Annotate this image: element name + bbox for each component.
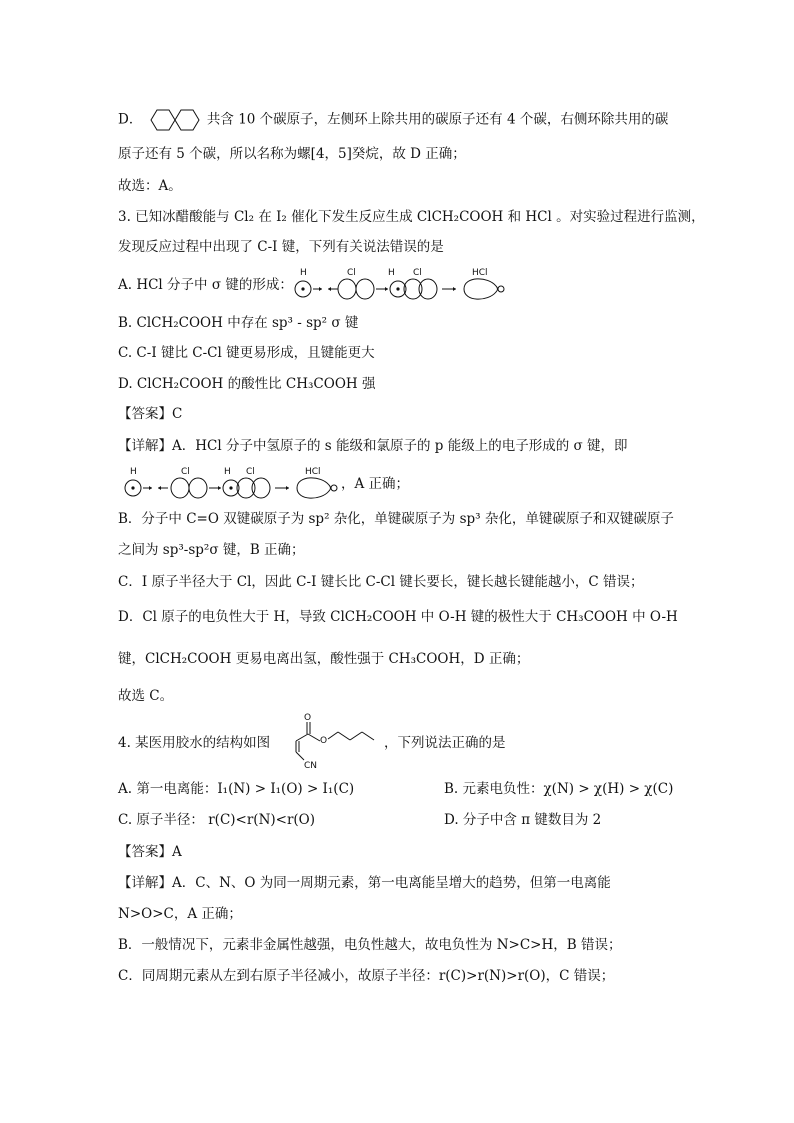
q4-option-c: C. 原子半径： r(C)<r(N)<r(O) [118, 812, 316, 828]
q2-choose: 故选：A。 [118, 178, 182, 194]
orbital-label-cl-2: Cl [181, 467, 190, 477]
q3-stem-line2: 发现反应过程中出现了 C-I 键，下列有关说法错误的是 [118, 239, 444, 255]
q3-detail-a-tail: ，A 正确； [341, 476, 410, 492]
q4-stem-pre: 4. 某医用胶水的结构如图 [118, 735, 271, 751]
q3-stem-line1: 3. 已知冰醋酸能与 Cl₂ 在 I₂ 催化下发生反应生成 ClCH₂COOH 和 HCl 。对实验过程进行监测， [118, 209, 705, 225]
q4-detail-b: B．一般情况下，元素非金属性越强，电负性越大，故电负性为 N>C>H，B 错误； [118, 937, 622, 953]
q4-detail-a2: N>O>C，A 正确； [118, 906, 242, 922]
orbital-diagram-detail [122, 465, 352, 499]
orbital-label-h: H [300, 268, 307, 278]
q3-detail-a: 【详解】A．HCl 分子中氢原子的 s 能级和氯原子的 p 能级上的电子形成的 σ 键，即 [118, 438, 628, 454]
orbital-label-hcl-2: HCl [305, 467, 321, 477]
struct-ester-o: O [320, 736, 328, 746]
orbital-label-cl2: Cl [413, 268, 422, 278]
q4-detail-a1: 【详解】A．C、N、O 为同一周期元素，第一电离能呈增大的趋势，但第一电离能 [118, 875, 611, 891]
q3-option-b: B. ClCH₂COOH 中存在 sp³ - sp² σ 键 [118, 315, 359, 331]
q4-detail-c: C．同周期元素从左到右原子半径减小，故原子半径：r(C)>r(N)>r(O)，C 错误； [118, 968, 615, 984]
orbital-label-hcl: HCl [472, 268, 488, 278]
medical-glue-structure [292, 710, 382, 770]
q3-detail-b1: B．分子中 C=O 双键碳原子为 sp² 杂化，单键碳原子为 sp³ 杂化，单键碳原子和双键碳原子 [118, 511, 674, 527]
q3-option-a [118, 276, 293, 294]
q4-option-a: A. 第一电离能：I₁(N) > I₁(O) > I₁(C) [118, 781, 355, 797]
q4-option-b: B. 元素电负性：χ(N) > χ(H) > χ(C) [444, 781, 674, 797]
q4-stem-post: ，下列说法正确的是 [384, 735, 506, 751]
q3-detail-d1: D．Cl 原子的电负性大于 H，导致 ClCH₂COOH 中 O-H 键的极性大于 CH₃COOH 中 O-H [118, 609, 678, 625]
q3-option-c: C. C-I 键比 C-Cl 键更易形成，且键能更大 [118, 345, 375, 361]
orbital-label-cl: Cl [347, 268, 356, 278]
orbital-diagram-a [292, 266, 522, 300]
q2-d-line1 [118, 108, 668, 132]
spiro-decane-structure [147, 108, 203, 132]
q3-detail-b2: 之间为 sp³-sp²σ 键，B 正确； [118, 542, 305, 558]
q4-option-d: D. 分子中含 π 键数目为 2 [444, 812, 602, 828]
struct-cn: CN [304, 761, 318, 771]
q3-detail-d2: 键，ClCH₂COOH 更易电离出氢，酸性强于 CH₃COOH，D 正确； [118, 651, 530, 667]
orbital-label-cl2-2: Cl [246, 467, 255, 477]
orbital-label-h2-2: H [224, 467, 231, 477]
q3-answer: 【答案】C [118, 406, 183, 422]
q4-answer: 【答案】A [118, 844, 182, 860]
q3-option-a-text: A. HCl 分子中 σ 键的形成： [118, 277, 293, 293]
q3-option-d: D. ClCH₂COOH 的酸性比 CH₃COOH 强 [118, 376, 376, 392]
q2-d-prefix: D． [118, 111, 143, 128]
struct-carbonyl-o: O [304, 713, 312, 723]
q2-d-text1: 共含 10 个碳原子，左侧环上除共用的碳原子还有 4 个碳，右侧环除共用的碳 [206, 111, 669, 128]
orbital-label-h2: H [388, 268, 395, 278]
q3-choose: 故选 C。 [118, 688, 174, 704]
orbital-label-h-2: H [130, 467, 137, 477]
q2-d-line2: 原子还有 5 个碳，所以名称为螺[4，5]癸烷，故 D 正确； [118, 146, 466, 162]
q3-detail-c: C．I 原子半径大于 Cl，因此 C-I 键长比 C-Cl 键长要长，键长越长键能越小，C 错误； [118, 574, 644, 590]
